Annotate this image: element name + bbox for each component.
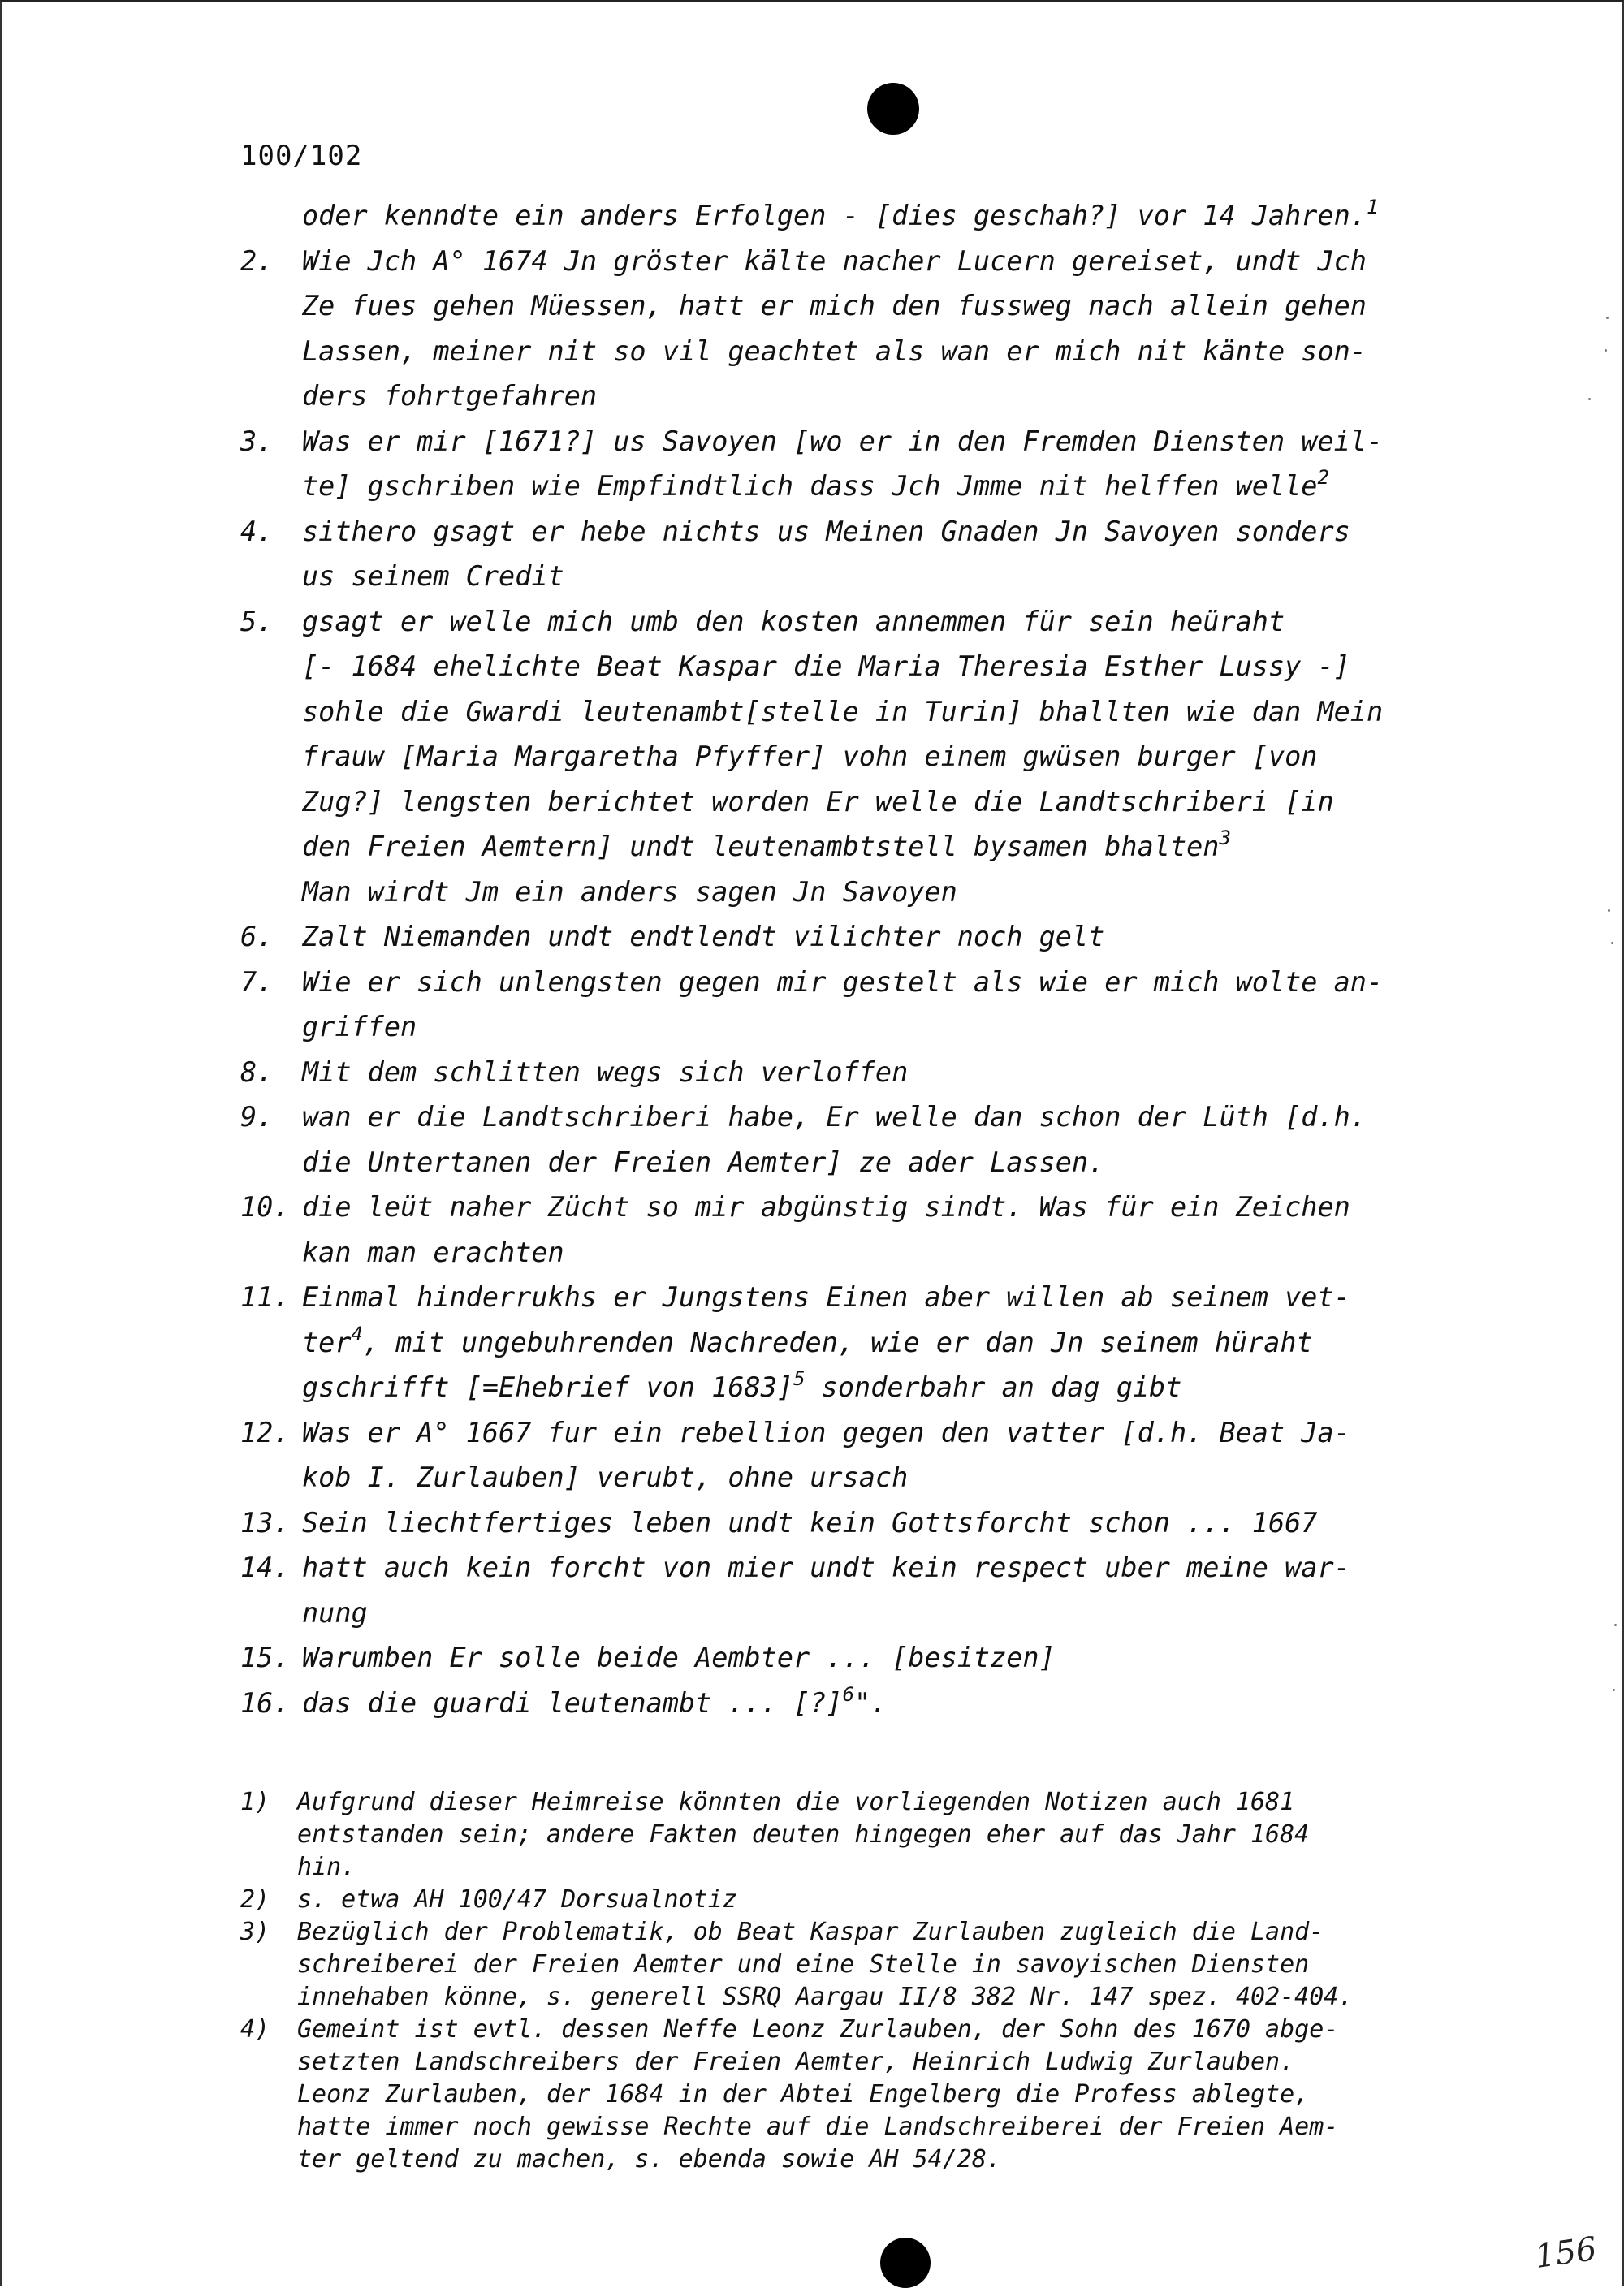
item-line: [- 1684 ehelichte Beat Kaspar die Maria Theresia Esther Lussy -] [302, 650, 1350, 682]
continuation-line [240, 193, 1507, 239]
footnote-line: entstanden sein; andere Fakten deuten hingegen eher auf das Jahr 1684 [297, 1820, 1310, 1849]
scan-speck [1611, 942, 1613, 944]
scan-speck [1613, 1689, 1615, 1691]
item-line: Ze fues gehen Müessen, hatt er mich den fussweg nach allein gehen [302, 290, 1367, 322]
item-line: ter$^4$, mit ungebuhrenden Nachreden, wie er dan Jn seinem hüraht [302, 1322, 1313, 1358]
punch-hole-top [867, 83, 919, 135]
item-line: den Freien Aemtern] undt leutenambtstell bysamen bhalten$^3$ [302, 827, 1231, 862]
item-line: us seinem Credit [302, 560, 564, 592]
footnote-ref: 6 [842, 1682, 855, 1706]
item-number: 8. [240, 1056, 274, 1088]
footnote-line: Bezüglich der Problematik, ob Beat Kaspar Zurlauben zugleich die Land- [297, 1918, 1324, 1946]
list-item [240, 914, 1507, 960]
item-line: hatt auch kein forcht von mier undt kein respect uber meine war- [302, 1552, 1350, 1583]
footnote-line: setzten Landschreibers der Freien Aemter, Heinrich Ludwig Zurlauben. [297, 2048, 1295, 2076]
item-line: kan man erachten [302, 1236, 564, 1268]
item-line: das die guardi leutenambt ... [?]$^6$". [302, 1682, 888, 1719]
item-line: gschrifft [=Ehebrief von 1683]$^5$ sonderbahr an dag gibt [302, 1367, 1182, 1403]
item-line: frauw [Maria Margaretha Pfyffer] vohn einem gwüsen burger [von [302, 740, 1318, 772]
footnote [240, 1884, 1507, 1916]
footnote [240, 1916, 1507, 1949]
item-number: 16. [240, 1686, 290, 1719]
footnote-line: hin. [297, 1853, 356, 1881]
item-line: griffen [302, 1011, 417, 1043]
item-line: Zalt Niemanden undt endtlendt vilichter noch gelt [302, 921, 1105, 952]
footnote-line: Aufgrund dieser Heimreise könnten die vorliegenden Notizen auch 1681 [297, 1788, 1295, 1816]
item-line: Mit dem schlitten wegs sich verloffen [302, 1056, 909, 1088]
footnote-line: hatte immer noch gewisse Rechte auf die Landschreiberei der Freien Aem- [297, 2113, 1339, 2141]
scan-speck [1588, 398, 1591, 400]
item-number: 9. [240, 1101, 274, 1133]
list-item [240, 1050, 1507, 1095]
item-line: Man wirdt Jm ein anders sagen Jn Savoyen [302, 875, 957, 908]
page-reference: 100/102 [240, 140, 363, 172]
item-line: die leüt naher Zücht so mir abgünstig sindt. Was für ein Zeichen [302, 1191, 1350, 1223]
item-line: die Untertanen der Freien Aemter] ze ader Lassen. [302, 1146, 1105, 1178]
list-item [240, 1185, 1507, 1230]
list-item [240, 1635, 1507, 1681]
punch-hole-bottom [880, 2238, 931, 2288]
item-line: Was er A° 1667 fur ein rebellion gegen den vatter [d.h. Beat Ja- [302, 1416, 1350, 1448]
item-line: gsagt er welle mich umb den kosten annemmen für sein heüraht [302, 605, 1285, 637]
footnote-ref: 5 [793, 1367, 806, 1390]
footnote-line: schreiberei der Freien Aemter und eine Stelle in savoyischen Diensten [297, 1950, 1310, 1979]
item-number: 11. [240, 1281, 290, 1313]
footnote-line: ter geltend zu machen, s. ebenda sowie AH 54/28. [297, 2145, 1001, 2174]
item-line: wan er die Landtschriberi habe, Er welle dan schon der Lüth [d.h. [302, 1101, 1367, 1133]
scan-speck [1606, 317, 1609, 319]
item-number: 4. [240, 515, 274, 547]
list-item [240, 419, 1507, 464]
footnote-ref: 4 [351, 1322, 363, 1345]
footnote-line: s. etwa AH 100/47 Dorsualnotiz [297, 1885, 737, 1914]
item-line: Was er mir [1671?] us Savoyen [wo er in den Fremden Diensten weil- [302, 425, 1384, 457]
list-item [240, 1275, 1507, 1320]
item-number: 7. [240, 965, 274, 998]
item-line: Warumben Er solle beide Aembter ... [besitzen] [302, 1642, 1056, 1673]
footnote-number: 1) [240, 1788, 270, 1816]
footnote-number: 3) [240, 1918, 270, 1946]
item-line: kob I. Zurlauben] verubt, ohne ursach [302, 1461, 909, 1493]
item-line: Wie er sich unlengsten gegen mir gestelt als wie er mich wolte an- [302, 965, 1384, 998]
item-number: 14. [240, 1552, 290, 1583]
scan-speck [1608, 909, 1610, 912]
item-number: 6. [240, 921, 274, 952]
item-line: sohle die Gwardi leutenambt[stelle in Turin] bhallten wie dan Mein [302, 695, 1384, 727]
footnote-line: innehaben könne, s. generell SSRQ Aargau II/8 382 Nr. 147 spez. 402-404. [297, 1983, 1354, 2011]
footnotes [240, 1786, 1507, 2176]
list-item [240, 1681, 1507, 1726]
item-line: nung [302, 1596, 368, 1629]
item-number: 10. [240, 1191, 290, 1223]
list-item [240, 1094, 1507, 1140]
list-item [240, 1545, 1507, 1591]
continuation-text: oder kenndte ein anders Erfolgen - [dies geschah?] vor 14 Jahren. [302, 200, 1367, 231]
item-number: 3. [240, 425, 274, 457]
item-line: Einmal hinderrukhs er Jungstens Einen aber willen ab seinem vet- [302, 1281, 1350, 1313]
item-number: 15. [240, 1642, 290, 1673]
footnote [240, 1786, 1507, 1819]
footnote-number: 4) [240, 2015, 270, 2044]
item-line: Zug?] lengsten berichtet worden Er welle die Landtschriberi [in [302, 785, 1334, 818]
footnote-ref: 2 [1317, 466, 1329, 489]
list-item [240, 1500, 1507, 1546]
footnote-ref: 3 [1219, 827, 1231, 849]
item-line: Lassen, meiner nit so vil geachtet als wan er mich nit känte son- [302, 335, 1367, 367]
item-line: te] gschriben wie Empfindtlich dass Jch Jmme nit helffen welle$^2$ [302, 466, 1329, 502]
handwritten-page-number: 156 [1532, 2230, 1600, 2277]
item-line: sithero gsagt er hebe nichts us Meinen Gnaden Jn Savoyen sonders [302, 515, 1350, 547]
item-line: ders fohrtgefahren [302, 380, 598, 412]
item-line: Wie Jch A° 1674 Jn gröster kälte nacher Lucern gereiset, undt Jch [302, 244, 1367, 277]
main-text [240, 193, 1507, 1725]
item-number: 5. [240, 605, 274, 637]
scan-speck [1614, 1624, 1617, 1626]
item-line: Sein liechtfertiges leben undt kein Gottsforcht schon ... 1667 [302, 1506, 1318, 1539]
item-number: 12. [240, 1416, 290, 1448]
list-item [240, 960, 1507, 1005]
footnote-ref: 1 [1366, 196, 1379, 218]
list-item [240, 509, 1507, 555]
footnote [240, 2014, 1507, 2046]
footnote-line: Leonz Zurlauben, der 1684 in der Abtei Engelberg die Profess ablegte, [297, 2080, 1310, 2109]
footnote-number: 2) [240, 1885, 270, 1914]
list-item [240, 1410, 1507, 1456]
item-number: 2. [240, 244, 274, 277]
list-item [240, 599, 1507, 645]
scan-speck [1605, 349, 1607, 352]
list-item [240, 239, 1507, 284]
item-number: 13. [240, 1506, 290, 1539]
footnote-line: Gemeint ist evtl. dessen Neffe Leonz Zurlauben, der Sohn des 1670 abge- [297, 2015, 1339, 2044]
